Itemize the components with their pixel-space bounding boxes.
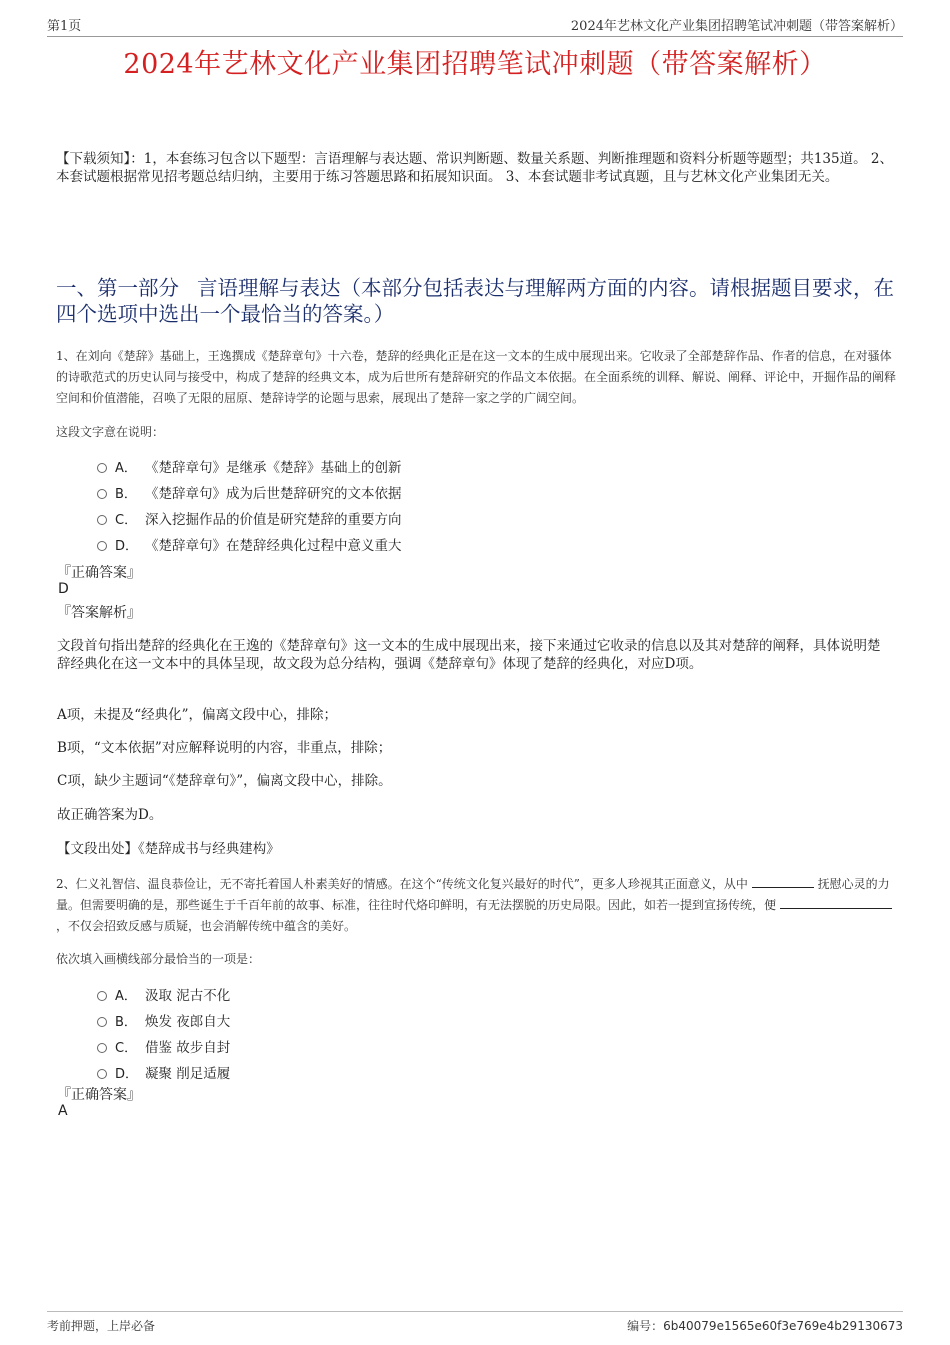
text-source: 【文段出处】《楚辞成书与经典建构》 [57, 841, 280, 857]
analysis-note-c: C项，缺少主题词“《楚辞章句》”，偏离文段中心，排除。 [57, 773, 392, 789]
fill-blank-1[interactable] [752, 875, 814, 888]
page-header [47, 14, 903, 37]
option-a[interactable]: A． 汲取 泥古不化 [97, 981, 797, 1007]
analysis-note-a: A项，未提及“经典化”，偏离文段中心，排除； [57, 707, 338, 723]
analysis-label: 『答案解析』 [57, 605, 141, 621]
download-notice: 【下载须知】：1，本套练习包含以下题型：言语理解与表达题、常识判断题、数量关系题、判断推理题和资料分析题等题型；共135道。 2、本套试题根据常见招考题总结归纳，主要用于练习答题思路和拓展知识面。 3、本套试题非考试真题，且与艺林文化产业集团无关。 [56, 151, 893, 185]
option-d[interactable]: D． 《楚辞章句》在楚辞经典化过程中意义重大 [97, 531, 797, 557]
analysis-note-b: B项，“文本依据”对应解释说明的内容，非重点，排除； [57, 740, 392, 756]
option-text: 《楚辞章句》是继承《楚辞》基础上的创新 [145, 460, 402, 476]
section-text: 言语理解与表达（本部分包括表达与理解两方面的内容。请根据题目要求，在四个选项中选出一个最恰当的答案。） [56, 276, 894, 326]
option-c[interactable]: C． 深入挖掘作品的价值是研究楚辞的重要方向 [97, 505, 797, 531]
question-2-prompt: 依次填入画横线部分最恰当的一项是： [56, 952, 261, 966]
radio-icon[interactable] [97, 1017, 107, 1027]
header-doc-title: 2024年艺林文化产业集团招聘笔试冲刺题（带答案解析） [570, 19, 903, 34]
answer-label: 『正确答案』 [57, 565, 141, 581]
radio-icon[interactable] [97, 1069, 107, 1079]
radio-icon[interactable] [97, 463, 107, 473]
option-b[interactable]: B． 《楚辞章句》成为后世楚辞研究的文本依据 [97, 479, 797, 505]
question-2-text: 2、仁义礼智信、温良恭俭让，无不寄托着国人朴素美好的情感。在这个“传统文化复兴最好的时代”，更多人珍视其正面意义，从中 抚慰心灵的力量。但需要明确的是，那些诞生于千百年前的故事、标准，往往时代烙印鲜明，有无法摆脱的历史局限。因此，如若一提到宣扬传统，便 ，不仅会招致反感与质疑，也会消解传统中蕴含的美好。 [56, 874, 898, 937]
option-text: 《楚辞章句》在楚辞经典化过程中意义重大 [145, 538, 402, 554]
analysis-conclusion: 故正确答案为D。 [57, 807, 163, 823]
option-d[interactable]: D． 凝聚 削足适履 [97, 1059, 797, 1085]
answer-value: A [58, 1103, 68, 1119]
option-b[interactable]: B． 焕发 夜郎自大 [97, 1007, 797, 1033]
radio-icon[interactable] [97, 489, 107, 499]
option-a[interactable]: A． 《楚辞章句》是继承《楚辞》基础上的创新 [97, 453, 797, 479]
radio-icon[interactable] [97, 541, 107, 551]
footer-slogan: 考前押题，上岸必备 [47, 1319, 156, 1333]
radio-icon[interactable] [97, 1043, 107, 1053]
radio-icon[interactable] [97, 515, 107, 525]
page-footer [47, 1311, 903, 1334]
section-heading [56, 275, 896, 327]
question-2-options [97, 981, 797, 1085]
option-text: 汲取 泥古不化 [145, 988, 231, 1004]
section-label: 一、第一部分 [56, 276, 179, 300]
question-1-text: 1、在刘向《楚辞》基础上，王逸撰成《楚辞章句》十六卷，楚辞的经典化正是在这一文本的生成中展现出来。它收录了全部楚辞作品、作者的信息，在对骚体的诗歌范式的历史认同与接受中，构成了楚辞的经典文本，成为后世所有楚辞研究的作品文本依据。在全面系统的训释、解说、阐释、评论中，开掘作品的阐释空间和价值潜能，召唤了无限的屈原、楚辞诗学的论题与思索，展现出了楚辞一家之学的广阔空间。 [56, 349, 897, 405]
option-text: 深入挖掘作品的价值是研究楚辞的重要方向 [145, 512, 402, 528]
radio-icon[interactable] [97, 991, 107, 1001]
analysis-text: 文段首句指出楚辞的经典化在王逸的《楚辞章句》这一文本的生成中展现出来，接下来通过它收录的信息以及其对楚辞的阐释，具体说明楚辞经典化在这一文本中的具体呈现，故文段为总分结构，强调《楚辞章句》体现了楚辞的经典化，对应D项。 [57, 638, 881, 672]
option-text: 焕发 夜郎自大 [145, 1014, 231, 1030]
option-text: 《楚辞章句》成为后世楚辞研究的文本依据 [145, 486, 402, 502]
fill-blank-2[interactable] [780, 896, 892, 909]
option-c[interactable]: C． 借鉴 故步自封 [97, 1033, 797, 1059]
question-1-prompt: 这段文字意在说明： [56, 425, 165, 439]
option-text: 借鉴 故步自封 [145, 1040, 231, 1056]
answer-value: D [58, 581, 69, 597]
question-1-options [97, 453, 797, 557]
answer-label: 『正确答案』 [57, 1087, 141, 1103]
page-number: 第1页 [47, 19, 82, 34]
footer-serial: 编号：6b40079e1565e60f3e769e4b29130673 [627, 1319, 903, 1333]
page-title: 2024年艺林文化产业集团招聘笔试冲刺题（带答案解析） [123, 49, 827, 80]
option-text: 凝聚 削足适履 [145, 1066, 231, 1082]
